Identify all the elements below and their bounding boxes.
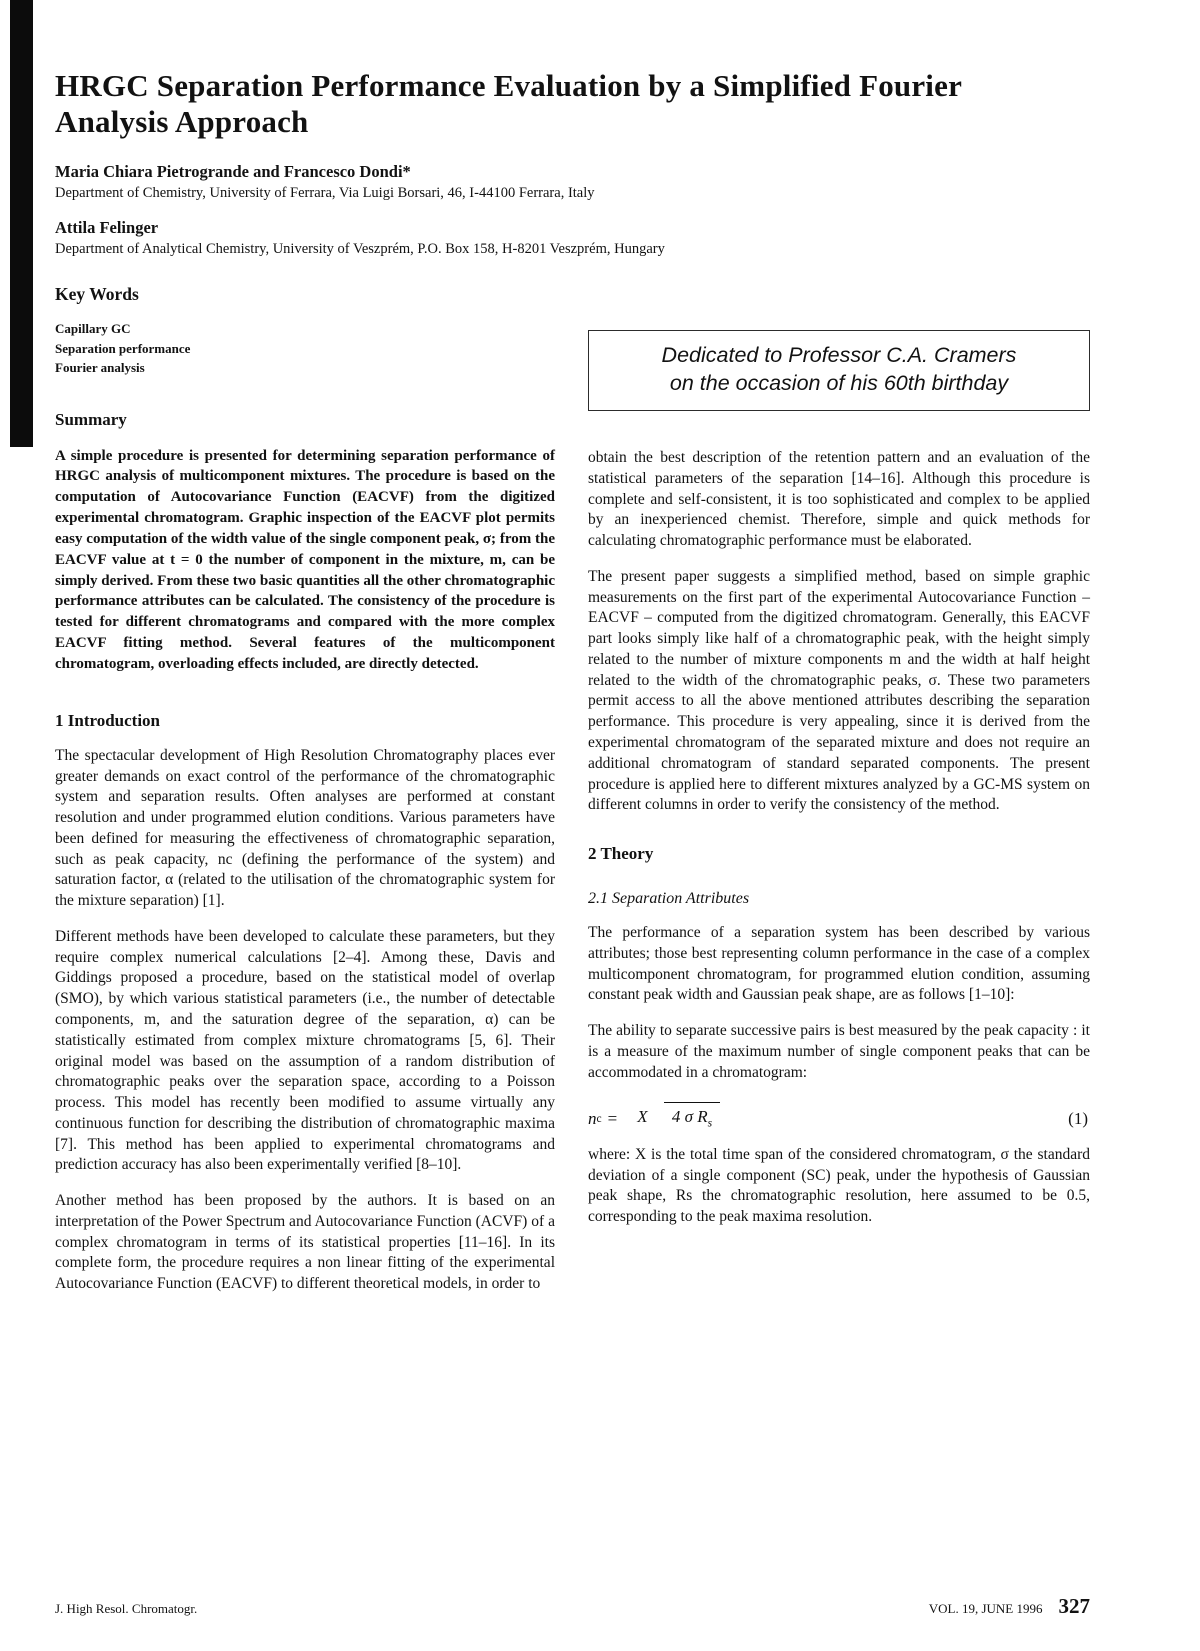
theory-subheading: 2.1 Separation Attributes — [588, 890, 750, 908]
author-affiliation: Department of Analytical Chemistry, University of Veszprém, P.O. Box 158, H-8201 Veszprém, Hungary — [55, 240, 665, 257]
page-footer — [55, 1594, 1090, 1619]
keyword-item: Capillary GC — [55, 321, 131, 336]
page-number: 327 — [1058, 1594, 1090, 1618]
footer-volume: VOL. 19, JUNE 1996 — [928, 1601, 1043, 1616]
dedication-line: on the occasion of his 60th birthday — [669, 370, 1009, 395]
keywords-list — [55, 319, 555, 378]
author-names: Maria Chiara Pietrogrande and Francesco Dondi* — [55, 161, 411, 181]
paragraph: Another method has been proposed by the authors. It is based on an interpretation of the Power Spectrum and Autocovariance Function (ACVF) of a complex chromatogram in terms of its statistical properties [11–16]. In its complete form, the procedure requires a non linear fitting of the experimental Autocovariance Function (EACVF) to different theoretical models, in order to — [55, 1192, 555, 1293]
keywords-section — [55, 284, 555, 378]
authors-block — [55, 162, 1015, 258]
left-column — [55, 284, 555, 1295]
paragraph: The performance of a separation system has been described by various attributes; those best representing column performance in the case of a complex multicomponent chromatogram, for programmed elution condition, assuming constant peak width and Gaussian peak shape, are as follows [1–10]: — [588, 924, 1090, 1004]
keyword-item: Fourier analysis — [55, 360, 145, 375]
equation-denominator: 4 σ $R_s$ — [664, 1102, 720, 1126]
dedication-box — [588, 330, 1090, 411]
author-names: Attila Felinger — [55, 217, 159, 237]
equation-lhs-subscript: c — [596, 1112, 602, 1125]
paragraph: where: X is the total time span of the considered chromatogram, σ the standard deviation of a single component (SC) peak, under the hypothesis of Gaussian peak shape, Rs the chromatographic resolution, here assumed to be 0.5, corresponding to the peak maxima resolution. — [588, 1145, 1090, 1226]
equation-numerator: X — [637, 1107, 648, 1127]
paragraph: obtain the best description of the retention pattern and an evaluation of the statistical parameters of the separation [14–16]. Although this procedure is complete and self-consistent, it is too sophisticated and complex to be applied by an inexperienced chemist. Therefore, simple and quick methods for calculating chromatographic performance must be elaborated. — [588, 449, 1090, 550]
footer-right — [929, 1594, 1090, 1619]
equation-fraction — [625, 1107, 720, 1129]
paragraph: The ability to separate successive pairs is best measured by the peak capacity : it is a measure of the maximum number of single component peaks that can be accommodated in a chromatogram: — [588, 1022, 1090, 1081]
article-title: HRGC Separation Performance Evaluation by a Simplified Fourier Analysis Approach — [55, 68, 962, 139]
introduction-heading: 1 Introduction — [55, 710, 161, 730]
keyword-item: Separation performance — [55, 340, 191, 356]
equation-number: (1) — [1068, 1108, 1088, 1128]
summary-text: A simple procedure is presented for determining separation performance of HRGC analysis of multicomponent mixtures. The procedure is based on the computation of Autocovariance Function (EACVF) from the digitized experimental chromatogram. Graphic inspection of the EACVF plot permits easy computation of the width value of the single component peak, σ; from the EACVF value at t = 0 the number of component in the mixture, m, can be simply derived. From these two basic quantities all the other chromatographic performance attributes can be calculated. The consistency of the procedure is tested for different chromatograms and compared with the more complex EACVF fitting method. Several features of the multicomponent chromatogram, overloading effects included, are directly detected. — [55, 447, 555, 672]
equation-denominator-subscript: s — [707, 1117, 713, 1130]
author-affiliation: Department of Chemistry, University of Ferrara, Via Luigi Borsari, 46, I-44100 Ferrara, Italy — [55, 184, 595, 201]
paragraph: The spectacular development of High Resolution Chromatography places ever greater demands on exact control of the performance of the chromatographic system and separation results. Often analyses are performed at constant resolution and under programmed elution conditions. Various parameters have been defined for measuring the effectiveness of chromatographic separation, such as peak capacity, nc (defining the performance of the system) and saturation factor, α (related to the utilisation of the chromatographic system for the mixture separation) [1]. — [55, 746, 555, 910]
article-header — [55, 68, 1015, 258]
theory-heading: 2 Theory — [588, 844, 654, 864]
author-group — [55, 218, 1015, 258]
equation-equals: = — [607, 1108, 618, 1128]
footer-journal: J. High Resol. Chromatogr. — [55, 1601, 198, 1616]
dedication-line: Dedicated to Professor C.A. Cramers — [661, 343, 1017, 367]
equation-lhs: n — [588, 1108, 597, 1128]
summary-section — [55, 410, 555, 675]
summary-heading: Summary — [55, 409, 127, 429]
keywords-heading: Key Words — [55, 284, 139, 304]
right-column — [588, 330, 1090, 1228]
paragraph: Different methods have been developed to calculate these parameters, but they require complex numerical calculations [2–4]. Among these, Davis and Giddings proposed a procedure, based on the statistical model of overlap (SMO), by which various statistical parameters (i.e., the number of detectable components, m, and the saturation degree of the separation, α) can be statistically estimated from complex mixture chromatograms [5, 6]. Their original model was based on the assumption of a random distribution of chromatographic peaks over the separation space, according to a Poisson process. This model has recently been modified to assume virtually any continuous function for describing the distribution of chromatographic maxima [7]. This method has been applied to experimental chromatograms and prediction accuracy has also been experimentally verified [8–10]. — [55, 927, 555, 1174]
author-group — [55, 162, 1015, 202]
introduction-section — [55, 711, 555, 1295]
equation-1 — [588, 1107, 1090, 1129]
paragraph: The present paper suggests a simplified method, based on simple graphic measurements on the first part of the experimental Autocovariance Function – EACVF – computed from the digitized chromatogram. Generally, this EACVF part looks simply like half of a chromatographic peak, with the height simply related to the number of mixture components m and the width at half height related to the width of the chromatographic peaks, σ. These two parameters permit access to all the above mentioned attributes describing the separation performance. This procedure is very appealing, since it is derived from the experimental chromatogram of the separated mixture and does not require an additional chromatogram of standard separated components. The present procedure is applied here to different mixtures analyzed by a GC-MS system on different columns in order to verify the consistency of the method. — [588, 567, 1090, 814]
left-margin-bar — [10, 0, 33, 447]
